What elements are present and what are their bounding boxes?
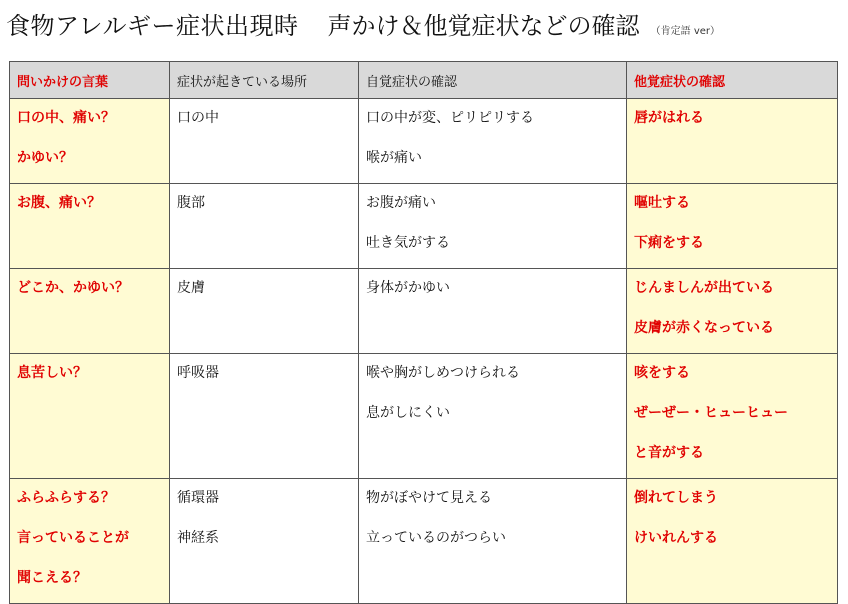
title-subtitle: 声かけ＆他覚症状などの確認 — [327, 12, 640, 40]
question-cell — [10, 479, 170, 604]
question-line: 言っていることが — [17, 530, 129, 546]
title-main: 食物アレルギー症状出現時 — [6, 12, 299, 40]
objective-line: 倒れてしまう — [634, 490, 718, 506]
location-cell — [170, 354, 359, 479]
question-line: かゆい？ — [17, 150, 73, 166]
location-line: 神経系 — [177, 530, 219, 546]
subjective-line: 吐き気がする — [366, 235, 450, 251]
subjective-line: お腹が痛い — [366, 195, 436, 211]
objective-cell — [627, 354, 838, 479]
header-question: 問いかけの言葉 — [10, 62, 170, 99]
location-cell — [170, 99, 359, 184]
subjective-line: 喉が痛い — [366, 150, 422, 166]
objective-cell — [627, 184, 838, 269]
question-cell — [10, 354, 170, 479]
subjective-line: 口の中が変、ピリピリする — [366, 110, 534, 126]
objective-line: ぜーぜー・ヒューヒュー — [634, 405, 788, 421]
subjective-cell — [359, 184, 627, 269]
location-line: 呼吸器 — [177, 365, 219, 381]
subjective-line: 物がぼやけて見える — [366, 490, 492, 506]
question-line: ふらふらする？ — [17, 490, 115, 506]
objective-line: けいれんする — [634, 530, 718, 546]
objective-line: と音がする — [634, 445, 704, 461]
subjective-line: 立っているのがつらい — [366, 530, 506, 546]
subjective-cell — [359, 479, 627, 604]
table-row — [10, 99, 838, 184]
location-line: 腹部 — [177, 195, 205, 211]
title-note: （肯定語 ver） — [650, 26, 721, 37]
objective-line: 下痢をする — [634, 235, 704, 251]
question-line: 口の中、痛い？ — [17, 110, 115, 126]
question-line: 息苦しい？ — [17, 365, 87, 381]
header-subjective: 自覚症状の確認 — [359, 62, 627, 99]
objective-line: 皮膚が赤くなっている — [634, 320, 774, 336]
question-line: お腹、痛い？ — [17, 195, 101, 211]
objective-cell — [627, 269, 838, 354]
symptom-check-table — [9, 61, 838, 604]
objective-line: 唇がはれる — [634, 110, 704, 126]
header-objective: 他覚症状の確認 — [627, 62, 838, 99]
subjective-cell — [359, 99, 627, 184]
subjective-cell — [359, 354, 627, 479]
header-location: 症状が起きている場所 — [170, 62, 359, 99]
subjective-line: 身体がかゆい — [366, 280, 450, 296]
table-row — [10, 479, 838, 604]
location-cell — [170, 479, 359, 604]
objective-line: じんましんが出ている — [634, 280, 774, 296]
table-header-row — [10, 62, 838, 99]
subjective-line: 喉や胸がしめつけられる — [366, 365, 520, 381]
location-cell — [170, 184, 359, 269]
location-cell — [170, 269, 359, 354]
objective-cell — [627, 99, 838, 184]
table-row — [10, 184, 838, 269]
question-cell — [10, 99, 170, 184]
objective-line: 嘔吐する — [634, 195, 690, 211]
objective-line: 咳をする — [634, 365, 690, 381]
location-line: 皮膚 — [177, 280, 205, 296]
page-title — [6, 6, 842, 50]
table-row — [10, 354, 838, 479]
question-line: 聞こえる？ — [17, 570, 87, 586]
objective-cell — [627, 479, 838, 604]
subjective-line: 息がしにくい — [366, 405, 450, 421]
location-line: 口の中 — [177, 110, 219, 126]
question-cell — [10, 269, 170, 354]
question-line: どこか、かゆい？ — [17, 280, 129, 296]
location-line: 循環器 — [177, 490, 219, 506]
question-cell — [10, 184, 170, 269]
subjective-cell — [359, 269, 627, 354]
table-row — [10, 269, 838, 354]
